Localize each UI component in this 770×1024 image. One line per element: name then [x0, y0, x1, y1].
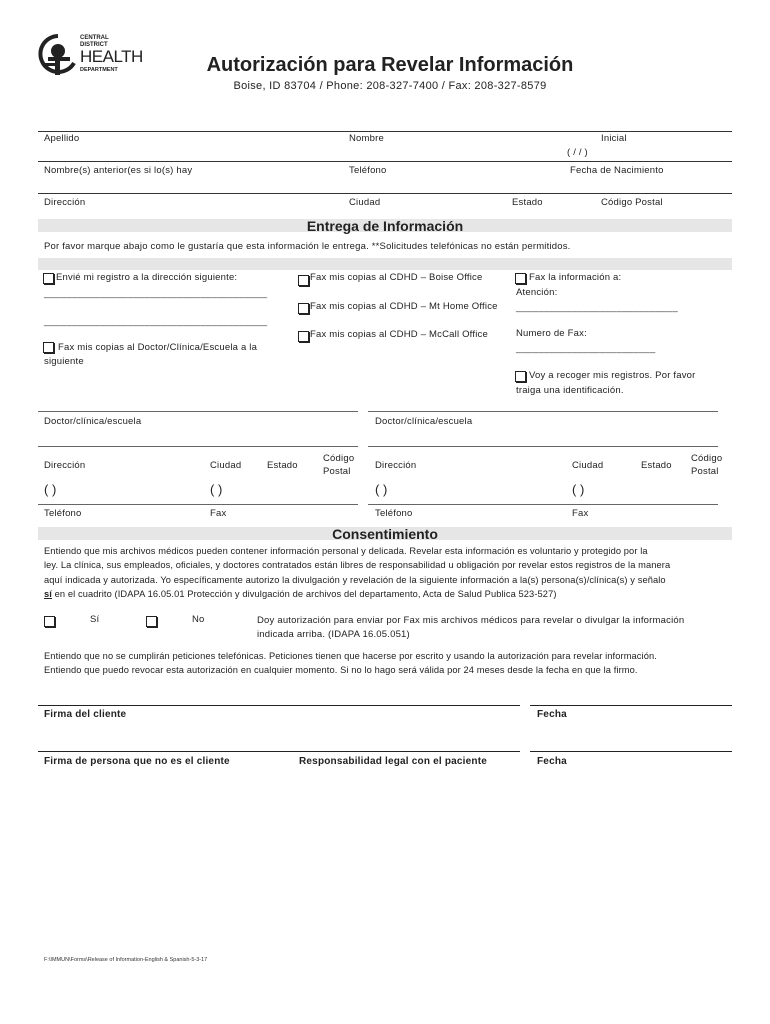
- field-apellido[interactable]: Apellido: [44, 133, 80, 144]
- clinic1-codigo[interactable]: Código: [323, 453, 355, 464]
- consent-line: ley. La clínica, sus empleados, oficiales, y doctores contratados están libres de responsabilidad u obligación por revelar estos registros de la manera: [44, 560, 671, 571]
- firma-otro-field[interactable]: Firma de persona que no es el cliente: [44, 756, 230, 767]
- field-nombres-anteriores[interactable]: Nombre(s) anterior(es si lo(s) hay: [44, 165, 193, 176]
- opt-mccall-label: Fax mis copias al CDHD – McCall Office: [310, 329, 488, 340]
- clinic1-direccion[interactable]: Dirección: [44, 460, 86, 471]
- clinic2-phone-area[interactable]: ( ): [375, 482, 388, 497]
- responsabilidad-field[interactable]: Responsabilidad legal con el paciente: [299, 756, 488, 767]
- consent-title: Consentimiento: [332, 526, 438, 542]
- field-estado[interactable]: Estado: [512, 197, 543, 208]
- clinic2-postal: Postal: [691, 466, 719, 477]
- consent-line: [44, 587, 670, 601]
- opt-doctor-label: Fax mis copias al Doctor/Clínica/Escuela a la: [58, 342, 258, 353]
- clinic2-fax-area[interactable]: ( ): [572, 482, 585, 497]
- doctor-clinic-1[interactable]: Doctor/clínica/escuela: [44, 416, 142, 427]
- row-line: [38, 446, 358, 447]
- no-label: No: [192, 614, 205, 625]
- fecha-field[interactable]: Fecha: [537, 709, 567, 720]
- footer-path: F:\IMMUN\Forms\Release of Information-English & Spanish-5-3-17: [44, 957, 208, 963]
- field-fecha-nacimiento[interactable]: Fecha de Nacimiento: [570, 165, 664, 176]
- clinic1-fax-area[interactable]: ( ): [210, 482, 223, 497]
- si-checkbox[interactable]: [44, 616, 55, 627]
- field-nombre[interactable]: Nombre: [349, 133, 384, 144]
- si-label: Sí: [90, 614, 100, 625]
- clinic1-ciudad[interactable]: Ciudad: [210, 460, 242, 471]
- logo-line1: CENTRAL: [80, 35, 109, 41]
- clinic2-codigo[interactable]: Código: [691, 453, 723, 464]
- clinic2-telefono: Teléfono: [375, 508, 413, 519]
- row-line: [368, 446, 718, 447]
- signature-line: [530, 751, 732, 752]
- revoke-line: Entiendo que no se cumplirán peticiones telefónicas. Peticiones tienen que hacerse por escrito y usando la autorización para revelar información.: [44, 651, 657, 661]
- clinic1-fax: Fax: [210, 508, 227, 519]
- signature-line: [530, 705, 732, 706]
- opt-doctor-label-2: siguiente: [44, 356, 84, 367]
- row-line: [38, 411, 358, 412]
- row-line: [368, 504, 718, 505]
- opt-pickup-label: Voy a recoger mis registros. Por favor: [529, 370, 696, 381]
- row-line: [38, 504, 358, 505]
- clinic2-direccion[interactable]: Dirección: [375, 460, 417, 471]
- boise-checkbox[interactable]: [298, 275, 309, 286]
- field-inicial[interactable]: Inicial: [601, 133, 627, 144]
- address-checkbox[interactable]: [43, 273, 54, 284]
- mccall-checkbox[interactable]: [298, 331, 309, 342]
- firma-cliente-field[interactable]: Firma del cliente: [44, 709, 127, 720]
- row-line: [368, 411, 718, 412]
- atencion-label: Atención:: [516, 287, 558, 298]
- clinic2-ciudad[interactable]: Ciudad: [572, 460, 604, 471]
- consent-line-text: en el cuadrito (IDAPA 16.05.01 Protección y divulgación de archivos del departamento, Acta de Salud Publica 523-527): [51, 588, 557, 599]
- mthome-checkbox[interactable]: [298, 303, 309, 314]
- opt-boise-label: Fax mis copias al CDHD – Boise Office: [310, 272, 483, 283]
- page-title: Autorización para Revelar Información: [206, 54, 574, 76]
- consent-paragraph: [44, 544, 670, 601]
- fax-consent-line-1: Doy autorización para enviar por Fax mis archivos médicos para revelar o divulgar la información: [257, 615, 685, 626]
- revoke-line: Entiendo que puedo revocar esta autorización en cualquier momento. Si no lo hago será válida por 24 meses desde la fecha en que la firmo.: [44, 665, 638, 676]
- address-line-1[interactable]: ________________________________________: [44, 288, 268, 299]
- logo-line3: HEALTH: [80, 47, 143, 66]
- page-subtitle: Boise, ID 83704 / Phone: 208-327-7400 / Fax: 208-327-8579: [233, 80, 547, 92]
- address-line-2[interactable]: ________________________________________: [44, 316, 268, 327]
- no-checkbox[interactable]: [146, 616, 157, 627]
- birth-date-input[interactable]: ( / / ): [567, 147, 588, 158]
- consent-line: Entiendo que mis archivos médicos pueden contener información personal y delicada. Revelar esta información es voluntario y protegido por la: [44, 546, 648, 556]
- clinic1-phone-area[interactable]: ( ): [44, 482, 57, 497]
- row-line: [38, 193, 732, 194]
- fecha2-field[interactable]: Fecha: [537, 756, 567, 767]
- delivery-title: Entrega de Información: [306, 218, 464, 234]
- opt-pickup-label-2: traiga una identificación.: [516, 385, 624, 396]
- doctor-checkbox[interactable]: [43, 342, 54, 353]
- atencion-input[interactable]: _____________________________: [516, 302, 678, 313]
- logo-line2: DISTRICT: [80, 42, 108, 48]
- signature-line: [38, 705, 520, 706]
- revoke-paragraph: [44, 649, 657, 678]
- delivery-instructions: Por favor marque abajo como le gustaría que esta información le entrega. **Solicitudes telefónicas no están permitidos.: [44, 241, 571, 252]
- si-emphasis: sí: [44, 588, 52, 599]
- numero-fax-input[interactable]: _________________________: [516, 343, 656, 354]
- pickup-checkbox[interactable]: [515, 371, 526, 382]
- row-line: [38, 161, 732, 162]
- field-direccion[interactable]: Dirección: [44, 197, 86, 208]
- clinic1-postal: Postal: [323, 466, 351, 477]
- signature-line: [38, 751, 520, 752]
- numero-fax-label: Numero de Fax:: [516, 328, 587, 339]
- clinic2-fax: Fax: [572, 508, 589, 519]
- fax-to-checkbox[interactable]: [515, 273, 526, 284]
- clinic2-estado[interactable]: Estado: [641, 460, 672, 471]
- doctor-clinic-2[interactable]: Doctor/clínica/escuela: [375, 416, 473, 427]
- clinic1-telefono: Teléfono: [44, 508, 82, 519]
- consent-line: aquí indicada y autorizada. Yo específicamente autorizo la divulgación y revelación de la siguiente información a la(s) persona(s)/clínica(s) y señalo: [44, 574, 666, 585]
- clinic1-estado[interactable]: Estado: [267, 460, 298, 471]
- opt-fax-to-label: Fax la información a:: [529, 272, 622, 283]
- opt-address-label: Envié mi registro a la dirección siguiente:: [56, 272, 238, 283]
- row-line: [38, 131, 732, 132]
- logo-line4: DEPARTMENT: [80, 67, 118, 73]
- field-codigo-postal[interactable]: Código Postal: [601, 197, 663, 208]
- opt-mthome-label: Fax mis copias al CDHD – Mt Home Office: [310, 301, 498, 312]
- field-ciudad[interactable]: Ciudad: [349, 197, 381, 208]
- field-telefono[interactable]: Teléfono: [349, 165, 387, 176]
- section-band: [38, 258, 732, 270]
- fax-consent-line-2: indicada arriba. (IDAPA 16.05.051): [257, 629, 410, 640]
